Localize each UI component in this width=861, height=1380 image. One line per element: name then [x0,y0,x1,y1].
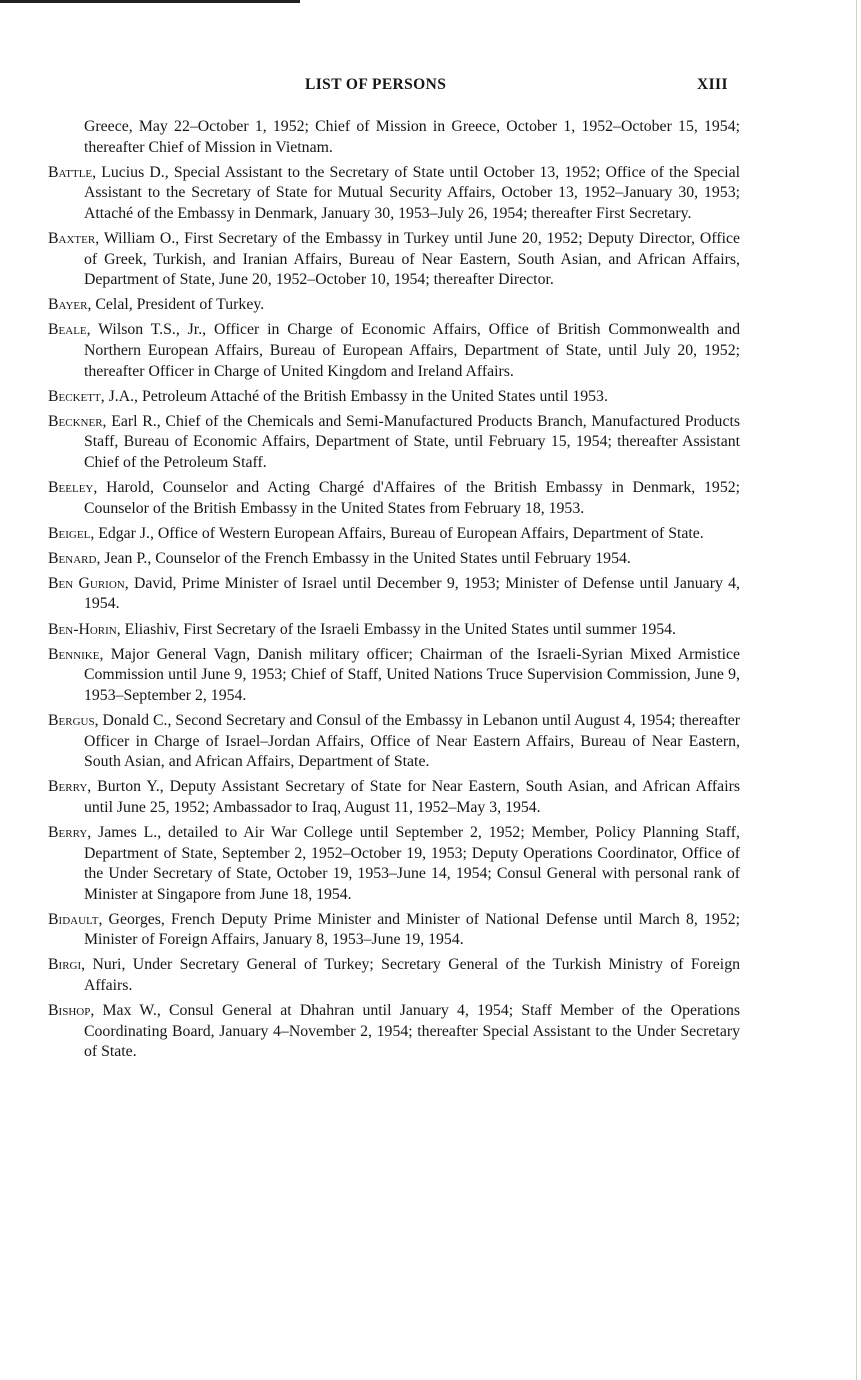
entry-surname: Berry [48,823,88,841]
page-edge [856,0,857,1380]
top-rule [0,0,300,3]
entry-surname: Bayer [48,296,88,314]
list-entry [48,387,740,408]
entry-text: , Major General Vagn, Danish military officer; Chairman of the Israeli-Syrian Mixed Armistice Commission until June 9, 1953; Chief of Staff, United Nations Truce Supervision Commission, June 9, 1953–September 2, 1954. [84,645,740,704]
page-header [0,76,861,98]
list-entry [48,574,740,615]
entry-text: , Jean P., Counselor of the French Embassy in the United States until February 1954. [96,549,631,567]
entry-surname: Beckner [48,412,103,430]
list-entry [48,549,740,570]
page-number: XIII [697,76,728,93]
entry-text: , Eliashiv, First Secretary of the Israeli Embassy in the United States until summer 1954. [116,620,676,638]
list-entry [48,524,740,545]
running-head: LIST OF PERSONS [305,76,447,93]
entry-surname: Bidault [48,910,99,928]
entry-text: , Max W., Consul General at Dhahran until January 4, 1954; Staff Member of the Operations Coordinating Board, January 4–November 2, 1954; thereafter Special Assistant to the Under Secretary of State. [84,1002,740,1061]
entry-text: , Donald C., Second Secretary and Consul of the Embassy in Lebanon until August 4, 1954; thereafter Officer in Charge of Israel–Jordan Affairs, Office of Near Eastern Affairs, Bureau of Near Eastern, South Asian, and African Affairs, Department of State. [84,711,740,771]
entry-text: , Georges, French Deputy Prime Minister and Minister of National Defense until March 8, 1952; Minister of Foreign Affairs, January 8, 1953–June 19, 1954. [84,910,740,949]
entry-text: , Edgar J., Office of Western European Affairs, Bureau of European Affairs, Department of State. [90,524,704,542]
entry-text: , Burton Y., Deputy Assistant Secretary of State for Near Eastern, South Asian, and African Affairs until June 25, 1952; Ambassador to Iraq, August 11, 1952–May 3, 1954. [84,778,740,816]
entry-text: , Earl R., Chief of the Chemicals and Semi-Manufactured Products Branch, Manufactured Products Staff, Bureau of Economic Affairs, Department of State, until February 15, 1954; thereafter Assistant Chief of the Petroleum Staff. [84,412,740,471]
entry-text: , J.A., Petroleum Attaché of the British Embassy in the United States until 1953. [100,387,608,405]
list-entry [48,163,740,225]
entry-text: , William O., First Secretary of the Embassy in Turkey until June 20, 1952; Deputy Director, Office of Greek, Turkish, and Iranian Affairs, Bureau of Near Eastern, South Asian, and African Affairs, Department of State, June 20, 1952–October 10, 1954; thereafter Director. [84,229,740,289]
entry-surname: Bergus [48,711,95,729]
list-entry [48,320,740,382]
entry-text: Greece, May 22–October 1, 1952; Chief of Mission in Greece, October 1, 1952–October 15, 1954; thereafter Chief of Mission in Vietnam. [84,118,740,156]
entry-text: , David, Prime Minister of Israel until December 9, 1953; Minister of Defense until January 4, 1954. [84,574,740,613]
person-list [48,117,740,1067]
list-entry [48,711,740,773]
list-entry [48,823,740,905]
list-entry [48,645,740,707]
list-entry [48,117,740,158]
list-entry [48,955,740,996]
entry-text: , Celal, President of Turkey. [87,296,265,314]
list-entry [48,478,740,519]
entry-surname: Battle [48,163,93,181]
entry-surname: Bennike [48,645,100,663]
entry-surname: Beckett [48,387,101,405]
list-entry [48,620,740,641]
entry-text: , Harold, Counselor and Acting Chargé d'Affaires of the British Embassy in Denmark, 1952; Counselor of the British Embassy in the United States from February 18, 1953. [84,479,740,517]
list-entry [48,777,740,818]
list-entry [48,910,740,951]
entry-surname: Beigel [48,524,91,542]
list-entry [48,295,740,316]
entry-surname: Birgi [48,956,82,974]
entry-surname: Beale [48,321,87,339]
entry-surname: Berry [48,778,88,796]
entry-text: , Lucius D., Special Assistant to the Secretary of State until October 13, 1952; Office of the Special Assistant to the Secretary of State for Mutual Security Affairs, October 13, 1952–January 30, 1953; Attaché of the Embassy in Denmark, January 30, 1953–July 26, 1954; thereafter First Secretary. [84,163,740,222]
list-entry [48,1001,740,1063]
list-entry [48,412,740,474]
entry-surname: Ben Gurion [48,574,125,592]
entry-surname: Benard [48,549,97,567]
list-entry [48,229,740,291]
entry-text: , Nuri, Under Secretary General of Turkey; Secretary General of the Turkish Ministry of Foreign Affairs. [81,956,740,995]
entry-surname: Bishop [48,1002,91,1020]
entry-surname: Beeley [48,479,94,496]
entry-text: , James L., detailed to Air War College until September 2, 1952; Member, Policy Planning Staff, Department of State, September 2, 1952–October 19, 1953; Deputy Operations Coordinator, Office of the Under Secretary of State, October 19, 1953–June 14, 1954; Consul General with personal rank of Minister at Singapore from June 18, 1954. [84,823,740,903]
entry-surname: Ben-Horin [48,620,117,638]
entry-text: , Wilson T.S., Jr., Officer in Charge of Economic Affairs, Office of British Commonwealth and Northern European Affairs, Bureau of European Affairs, Department of State, until July 20, 1952; thereafter Officer in Charge of United Kingdom and Ireland Affairs. [84,321,740,380]
entry-surname: Baxter [48,229,96,247]
